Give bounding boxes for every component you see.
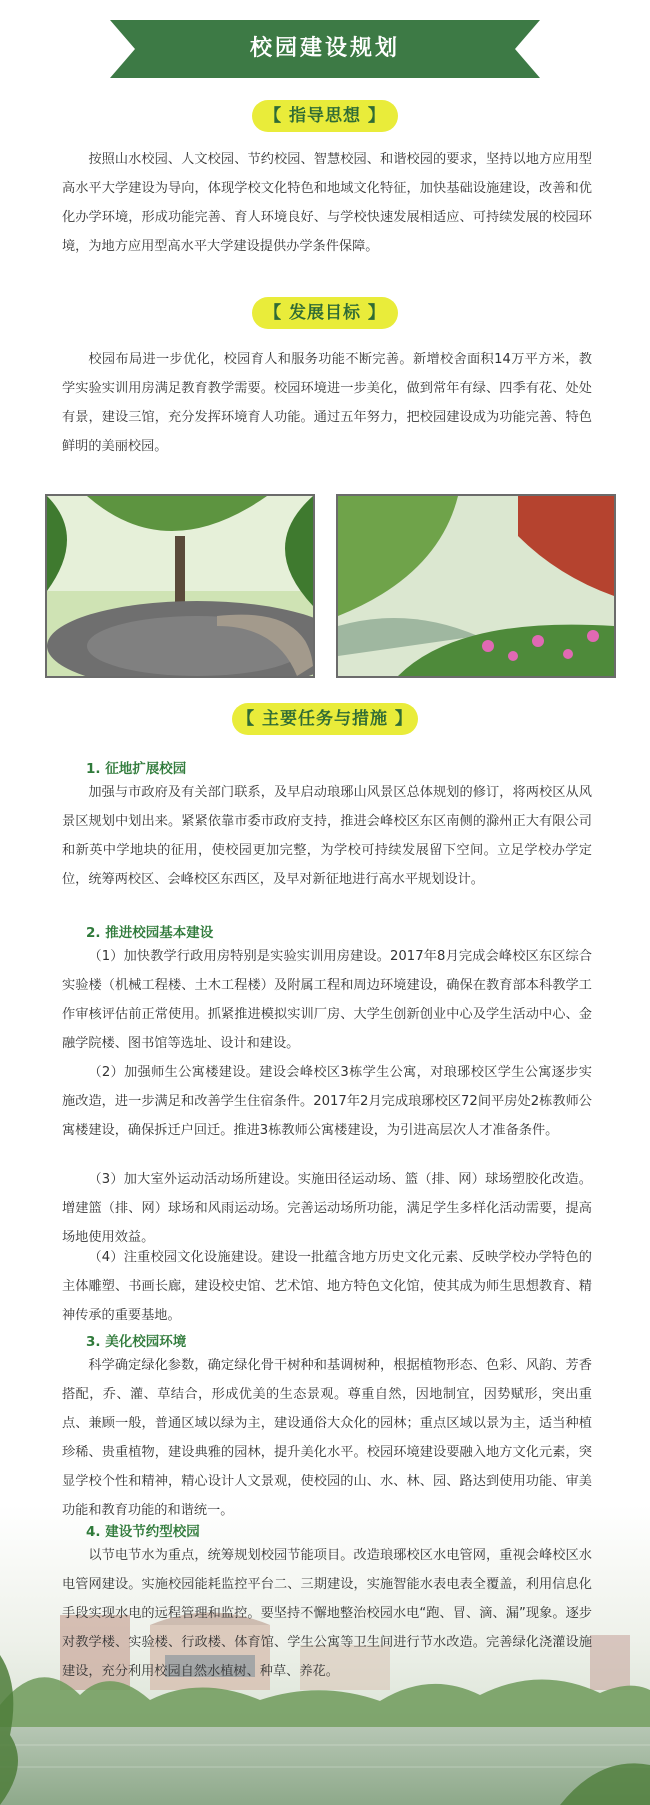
goals-paragraph: 校园布局进一步优化，校园育人和服务功能不断完善。新增校舍面积14万平方米，教学实验实训用房满足教育教学需要。校园环境进一步美化，做到常年有绿、四季有花、处处有景，建设三馆，充分发挥环境育人功能。通过五年努力，把校园建设成为功能完善、特色鲜明的美丽校园。 (62, 352, 592, 454)
task-2-paragraph-1: （1）加快教学行政用房特别是实验实训用房建设。2017年8月完成会峰校区东区综合实验楼（机械工程楼、土木工程楼）及附属工程和周边环境建设，确保在教育部本科教学工作审核评估前正常使用。抓紧推进模拟实训厂房、大学生创新创业中心及学生活动中心、金融学院楼、图书馆等选址、设计和建设。 (62, 949, 592, 1051)
campus-photo-right (336, 494, 616, 678)
section-label-guiding: 【 指导思想 】 (252, 100, 398, 132)
title-banner (110, 20, 540, 78)
task-1-heading: 1. 征地扩展校园 (86, 761, 187, 777)
task-2-paragraph-2: （2）加强师生公寓楼建设。建设会峰校区3栋学生公寓，对琅琊校区学生公寓逐步实施改造，进一步满足和改善学生住宿条件。2017年2月完成琅琊校区72间平房处2栋教师公寓楼建设，确保拆迁户回迁。推进3栋教师公寓楼建设，为引进高层次人才准备条件。 (62, 1065, 592, 1138)
task-2-paragraph-3: （3）加大室外运动活动场所建设。实施田径运动场、篮（排、网）球场塑胶化改造。增建篮（排、网）球场和风雨运动场。完善运动场所功能，满足学生多样化活动需要，提高场地使用效益。 (62, 1172, 592, 1245)
task-3-heading: 3. 美化校园环境 (86, 1334, 187, 1350)
task-2-heading: 2. 推进校园基本建设 (86, 925, 214, 941)
task-4-paragraph: 以节电节水为重点，统筹规划校园节能项目。改造琅琊校区水电管网，重视会峰校区水电管网建设。实施校园能耗监控平台二、三期建设，实施智能水表电表全覆盖，利用信息化手段实现水电的远程管理和监控。要坚持不懈地整治校园水电“跑、冒、滴、漏”现象。逐步对教学楼、实验楼、行政楼、体育馆、学生公寓等卫生间进行节水改造。完善绿化浇灌设施建设，充分利用校园自然水植树、种草、养花。 (62, 1548, 592, 1679)
campus-photo-left (45, 494, 315, 678)
guiding-paragraph: 按照山水校园、人文校园、节约校园、智慧校园、和谐校园的要求，坚持以地方应用型高水平大学建设为导向，体现学校文化特色和地域文化特征，加快基础设施建设，改善和优化办学环境，形成功能完善、育人环境良好、与学校快速发展相适应、可持续发展的校园环境，为地方应用型高水平大学建设提供办学条件保障。 (62, 152, 592, 254)
photo-plaza-image (47, 496, 313, 676)
section-label-goals: 【 发展目标 】 (252, 297, 398, 329)
task-2-paragraph-4: （4）注重校园文化设施建设。建设一批蕴含地方历史文化元素、反映学校办学特色的主体雕塑、书画长廊，建设校史馆、艺术馆、地方特色文化馆，使其成为师生思想教育、精神传承的重要基地。 (62, 1250, 592, 1323)
photo-lakeside-image (338, 496, 614, 676)
page-title: 校园建设规划 (249, 36, 400, 61)
section-label-tasks: 【 主要任务与措施 】 (232, 703, 418, 735)
task-1-paragraph: 加强与市政府及有关部门联系，及早启动琅琊山风景区总体规划的修订，将两校区从风景区规划中划出来。紧紧依靠市委市政府支持，推进会峰校区东区南侧的滁州正大有限公司和新英中学地块的征用，使校园更加完整，为学校可持续发展留下空间。立足学校办学定位，统筹两校区、会峰校区东西区，及早对新征地进行高水平规划设计。 (62, 785, 592, 887)
task-4-heading: 4. 建设节约型校园 (86, 1524, 200, 1540)
task-3-paragraph: 科学确定绿化参数，确定绿化骨干树种和基调树种，根据植物形态、色彩、风韵、芳香搭配，乔、灌、草结合，形成优美的生态景观。尊重自然，因地制宜，因势赋形，突出重点、兼顾一般，普通区域以绿为主，建设通俗大众化的园林；重点区域以景为主，适当种植珍稀、贵重植物，建设典雅的园林，提升美化水平。校园环境建设要融入地方文化元素，突显学校个性和精神，精心设计人文景观，使校园的山、水、林、园、路达到使用功能、审美功能和教育功能的和谐统一。 (62, 1358, 592, 1518)
